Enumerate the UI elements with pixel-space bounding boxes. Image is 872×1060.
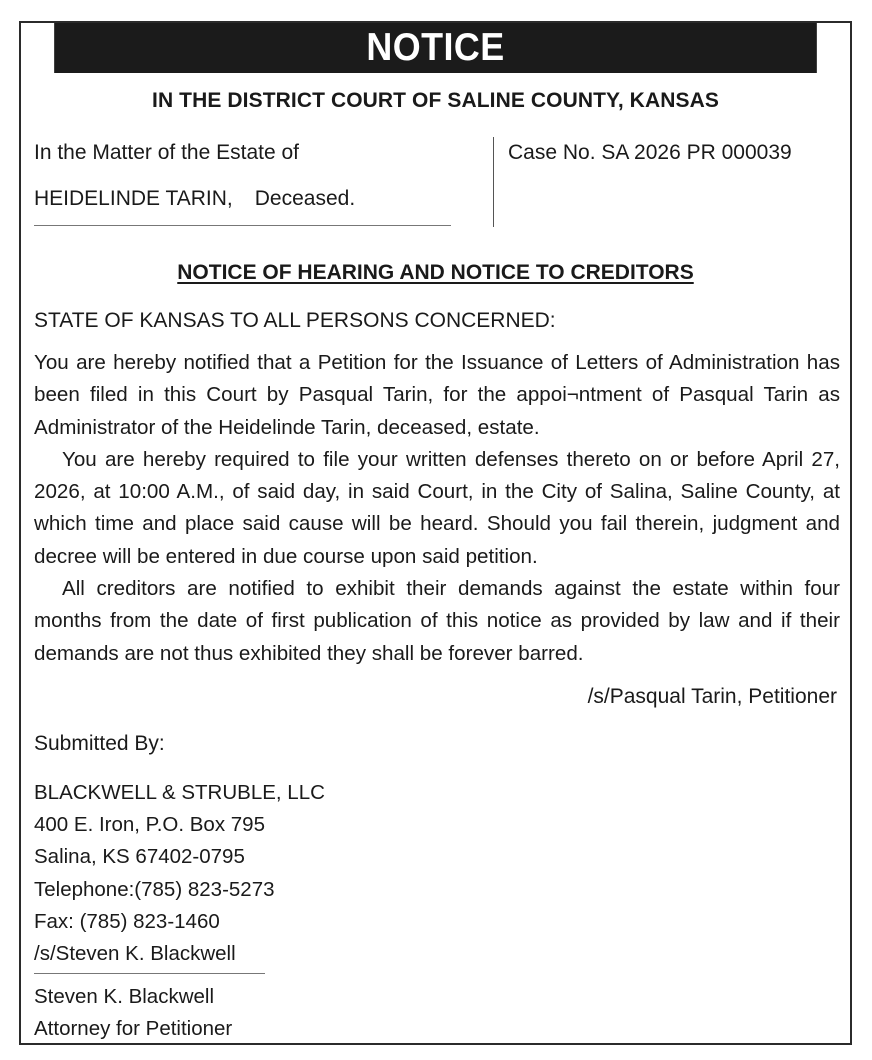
deceased-label: Deceased.	[254, 187, 356, 210]
notice-frame	[19, 21, 852, 1045]
firm-name: BLACKWELL & STRUBLE, LLC	[34, 781, 325, 804]
firm-city: Salina, KS 67402-0795	[34, 845, 245, 869]
attorney-signature: /s/Steven K. Blackwell	[34, 938, 265, 974]
firm-fax: Fax: (785) 823-1460	[34, 909, 220, 933]
caption-divider	[493, 137, 494, 227]
court-heading: IN THE DISTRICT COURT OF SALINE COUNTY, KANSAS	[152, 89, 719, 112]
decedent-line	[34, 187, 355, 211]
decedent-name: HEIDELINDE TARIN,	[34, 187, 233, 210]
addressee-line: STATE OF KANSAS TO ALL PERSONS CONCERNED:	[34, 309, 556, 332]
body-paragraph-creditors: All creditors are notified to exhibit their demands against the estate within four months from the date of first publication of this notice as provided by law and if their demands are not thus exhibited they shall be forever barred.	[34, 577, 840, 665]
attorney-block	[34, 981, 232, 1045]
notice-body	[34, 347, 840, 670]
attorney-role: Attorney for Petitioner	[34, 1017, 233, 1041]
case-caption	[34, 141, 451, 226]
notice-subheading: NOTICE OF HEARING AND NOTICE TO CREDITORS	[177, 261, 694, 284]
body-paragraph-hearing: You are hereby required to file your written defenses thereto on or before April 27, 2026, at 10:00 A.M., of said day, in said Court, in the City of Salina, Saline County, at which time and place said cause will be heard. Should you fail therein, judgment and decree will be entered in due course upon said petition.	[34, 447, 840, 568]
body-paragraph-petition: You are hereby notified that a Petition for the Issuance of Letters of Administration has been filed in this Court by Pasqual Tarin, for the appoi¬ntment of Pasqual Tarin as Administrator of the Heidelinde Tarin, deceased, estate.	[34, 351, 840, 439]
firm-address: 400 E. Iron, P.O. Box 795	[34, 813, 265, 837]
firm-block	[34, 777, 325, 974]
notice-banner: NOTICE	[54, 23, 817, 73]
firm-telephone: Telephone:(785) 823-5273	[34, 877, 275, 901]
matter-line: In the Matter of the Estate of	[34, 141, 299, 164]
submitted-by-label: Submitted By:	[34, 732, 165, 755]
attorney-name: Steven K. Blackwell	[34, 985, 215, 1008]
petitioner-signature: /s/Pasqual Tarin, Petitioner	[587, 685, 837, 708]
case-number: Case No. SA 2026 PR 000039	[508, 141, 792, 164]
